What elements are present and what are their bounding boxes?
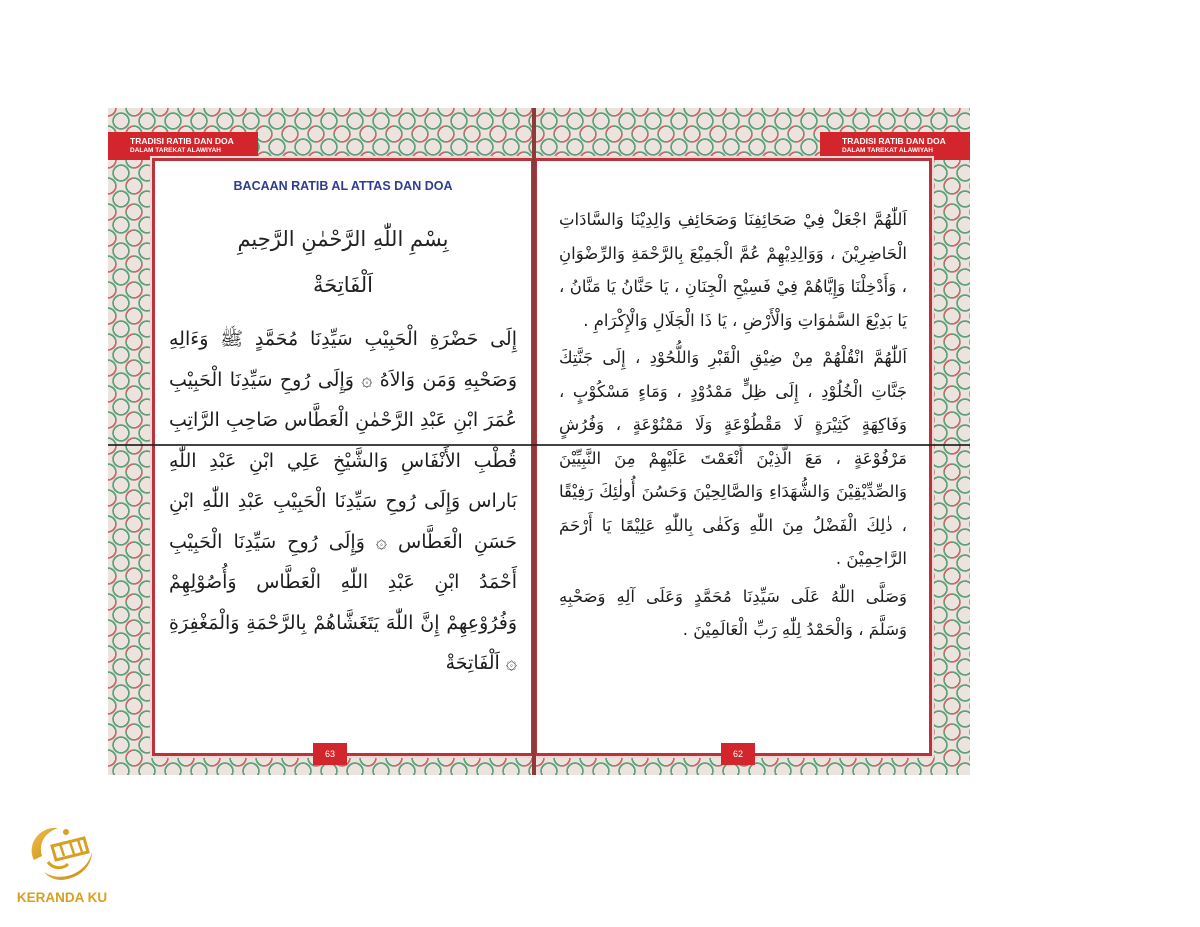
page-number-left: 63 <box>313 743 347 765</box>
left-text-panel <box>152 158 532 756</box>
paragraph: إِلَى حَضْرَةِ الْحَبِيْبِ سَيِّدِنَا مُحَمَّدٍ ﷺ وَءَالِهِ وَصَحْبِهِ وَمَن وَالاَهُ ۞ وَإِلَى رُوحِ سَيِّدِنَا الْحَبِيْبِ عُمَرَ ابْنِ عَبْدِ الرَّحْمٰنِ الْعَطَّاس صَاحِبِ الرَّاتِبِ قُطْبِ الأَنْفَاسِ وَالشَّيْخِ عَلِي ابْنِ عَبْدِ اللّٰهِ بَاراس وَإِلَى رُوحِ سَيِّدِنَا الْحَبِيْبِ عَبْدِ اللّٰهِ ابْنِ حَسَنِ الْعَطَّاس ۞ وَإِلَى رُوحِ سَيِّدِنَا الْحَبِيْبِ أَحْمَدُ ابْنِ عَبْدِ اللّٰهِ الْعَطَّاس وَأُصُوْلِهِمْ وَفُرُوْعِهِمْ إِنَّ اللّٰهَ يَتَغَشَّاهُمْ بِالرَّحْمَةِ وَالْمَغْفِرَةِ ۞ اَلْفَاتِحَةْ <box>169 328 517 674</box>
header-tab-subtitle: DALAM TAREKAT ALAWIYAH <box>130 147 221 154</box>
paragraph: وَصَلَّى اللّٰهُ عَلَى سَيِّدِنَا مُحَمَّدٍ وَعَلَى آلِهِ وَصَحْبِهِ وَسَلَّمَ ، وَالْحَمْدُ لِلّٰهِ رَبِّ الْعَالَمِيْنَ . <box>559 586 907 639</box>
basmalah: بِسْمِ اللّٰهِ الرَّحْمٰنِ الرَّحِيمِ <box>237 227 449 251</box>
right-page <box>536 108 970 775</box>
right-text-panel <box>536 158 932 756</box>
header-tab-title: TRADISI RATIB DAN DOA <box>130 136 234 146</box>
paragraph: اَللّٰهُمَّ اجْعَلْ فِيْ صَحَائِفِنَا وَصَحَائِفِ وَالِدِيْنَا وَالسَّادَاتِ الْحَاضِرِيْنَ ، وَوَالِدِيْهِمْ عُمَّ الْجَمِيْعَ بِالرَّحْمَةِ وَالرِّضْوَانِ ، وَأَدْخِلْنَا وَإِيَّاهُمْ فِيْ فَسِيْحِ الْجِنَانِ ، يَا حَنَّانُ يَا مَنَّانُ ، يَا بَدِيْعَ السَّمٰوَاتِ وَالْأَرْضِ ، يَا ذَا الْجَلَالِ وَالْإِكْرَامِ . <box>559 210 907 330</box>
keranda-logo-icon <box>22 822 102 884</box>
left-body-text <box>169 319 517 684</box>
book-spread <box>108 108 970 775</box>
right-body-text <box>559 203 907 651</box>
fatiha-heading: اَلْفَاتِحَةْ <box>313 273 373 297</box>
header-tab-right <box>820 132 970 160</box>
section-title: BACAAN RATIB AL ATTAS DAN DOA <box>233 179 453 193</box>
page-number-right: 62 <box>721 743 755 765</box>
left-page <box>108 108 532 775</box>
scan-artifact-line <box>108 444 970 446</box>
header-tab-left <box>108 132 258 160</box>
header-tab-title: TRADISI RATIB DAN DOA <box>842 136 946 146</box>
watermark-text: KERANDA KU <box>16 890 108 905</box>
header-tab-subtitle: DALAM TAREKAT ALAWIYAH <box>842 147 933 154</box>
watermark-logo <box>0 822 130 912</box>
paragraph: اَللّٰهُمَّ انْقُلْهُمْ مِنْ ضِيْقِ الْقَبْرِ وَاللُّحُوْدِ ، إِلَى جَنَّتِكَ جَنَّاتِ الْخُلُوْدِ ، إِلَى ظِلٍّ مَمْدُوْدٍ ، وَمَاءٍ مَسْكُوْبٍ ، وَفَاكِهَةٍ كَثِيْرَةٍ لَا مَقْطُوْعَةٍ وَلَا مَمْنُوْعَةٍ ، وَفُرُشٍ مَرْفُوْعَةٍ ، مَعَ الَّذِيْنَ أَنْعَمْتَ عَلَيْهِمْ مِنَ النَّبِيِّيْنَ وَالصِّدِّيْقِيْنَ وَالشُّهَدَاءِ وَالصَّالِحِيْنَ وَحَسُنَ أُولٰئِكَ رَفِيْقًا ، ذٰلِكَ الْفَضْلُ مِنَ اللّٰهِ وَكَفٰى بِاللّٰهِ عَلِيْمًا يَا أَرْحَمَ الرَّاحِمِيْنَ . <box>559 348 907 568</box>
